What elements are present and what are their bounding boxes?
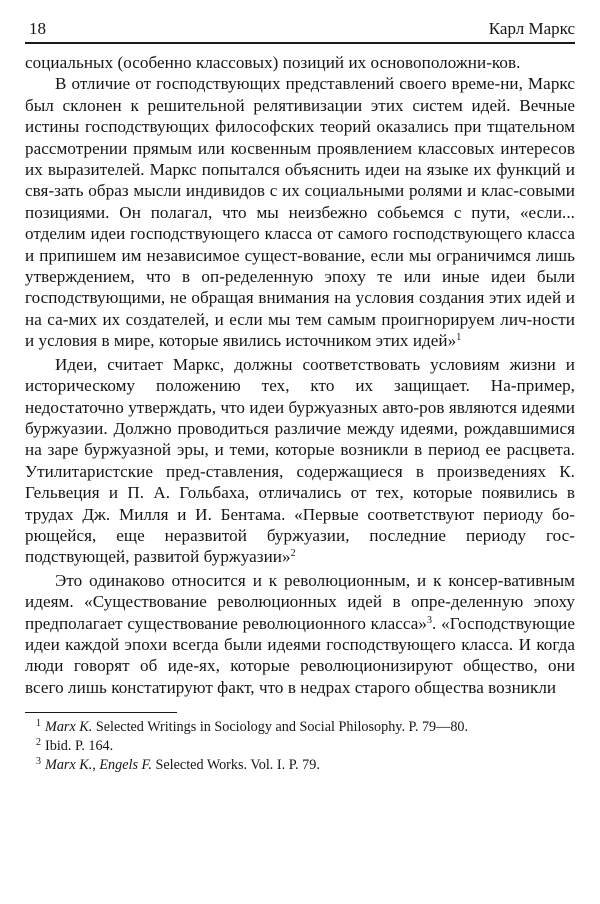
main-text bbox=[25, 52, 575, 698]
footnote-1-author: Marx K. bbox=[45, 719, 93, 736]
paragraph-3-text-a: Это одинаково относится и к революционным, и к консер-вативным идеям. «Существование революционных идей в опре-деленную эпоху предполагает существование революционного класса» bbox=[25, 570, 575, 633]
footnote-ref-1[interactable]: 1 bbox=[456, 332, 462, 344]
paragraph-0-text: социальных (особенно классовых) позиций их основоположни-ков. bbox=[25, 53, 521, 72]
footnote-1-text: Selected Writings in Sociology and Social Philosophy. P. 79—80. bbox=[92, 719, 469, 736]
footnote-ref-3[interactable]: 3 bbox=[426, 614, 433, 626]
header-rule bbox=[25, 42, 575, 44]
footnotes bbox=[25, 718, 575, 775]
footnote-1: 1 Marx K. Selected Writings in Sociology and Social Philosophy. P. 79—80. bbox=[36, 718, 469, 736]
paragraph-1-text: В отличие от господствующих представлений своего време-ни, Маркс был склонен к решительной релятивизации этих систем идей. Вечные истины господствующих философских теорий оказались при тщательном рассмотрении прямым или косвенным проявлением классовых интересов их выразителей. Маркс попытался объяснить идеи на языке их функций и свя-зать образ мысли индивидов с их социальными ролями и клас-совыми позициями. Он полагал, что мы неизбежно собьемся с пути, «если... отделим идеи господствующего класса от самого господствующего класса и припишем им независимое сущест-вование, если мы ограничимся лишь утверждением, что в оп-ределенную эпоху те или иные идеи были господствующими, не обращая внимания на условия создания этих идей и на са-мих их создателей, и если мы тем самым проигнорируем лич-ности и условия в мире, которые явились источником этих идей» bbox=[25, 74, 575, 351]
paragraph-continuation bbox=[25, 52, 575, 73]
running-head bbox=[25, 18, 575, 42]
paragraph-revolutionary-ideas: Это одинаково относится и к революционным, и к консер-вативным идеям. «Существование революционных идей в опре-деленную эпоху предполагает существование революционного класса»$^3$. «Господствующие идеи каждой эпохи всегда были идеями господствующего класса. И когда люди говорят об иде-ях, которые революционизируют общество, они всего лишь констатируют факт, что в недрах старого общества возникли bbox=[25, 570, 575, 697]
footnote-3-author: Marx K., Engels F. bbox=[45, 757, 152, 774]
paragraph-2-text: Идеи, считает Маркс, должны соответствовать условиям жизни и историческому положению тех, кто их защищает. На-пример, недостаточно утверждать, что идеи буржуазных авто-ров являются идеями буржуазии. Должно проводиться различие между идеями, рождавшимися на заре буржуазной эры, и теми, которые возникли в период ее расцвета. Утилитаристские пред-ставления, содержащиеся в произведениях К. Гельвеция и П. А. Гольбаха, отличались от тех, которые появились в трудах Дж. Милля и И. Бентама. «Первые соответствуют периоду бо-рющейся, еще неразвитой буржуазии, последние периоду гос-подствующей, развитой буржуазии» bbox=[25, 354, 575, 567]
paragraph-bourgeois-ideas bbox=[25, 354, 575, 568]
paragraph-3-text-b: «Господствующие идеи каждой эпохи всегда были идеями господствующего класса. И когда люди говорят об иде-ях, которые революционизируют общество, они всего лишь констатируют факт, что в недрах старого общества возникли bbox=[25, 613, 575, 697]
footnote-3: 3 Marx K., Engels F. Selected Works. Vol. I. P. 79. bbox=[36, 756, 320, 774]
page-number: 18 bbox=[29, 19, 46, 38]
footnote-2-text: Ibid. P. 164. bbox=[45, 738, 114, 755]
paragraph-relativization bbox=[25, 73, 575, 351]
footnote-3-text: Selected Works. Vol. I. P. 79. bbox=[151, 757, 320, 774]
book-page bbox=[25, 18, 575, 775]
footnote-ref-2[interactable]: 2 bbox=[290, 548, 296, 560]
footnote-2: 2 Ibid. P. 164. bbox=[36, 737, 114, 755]
footnote-rule bbox=[25, 712, 177, 713]
running-title: Карл Маркс bbox=[488, 19, 575, 38]
